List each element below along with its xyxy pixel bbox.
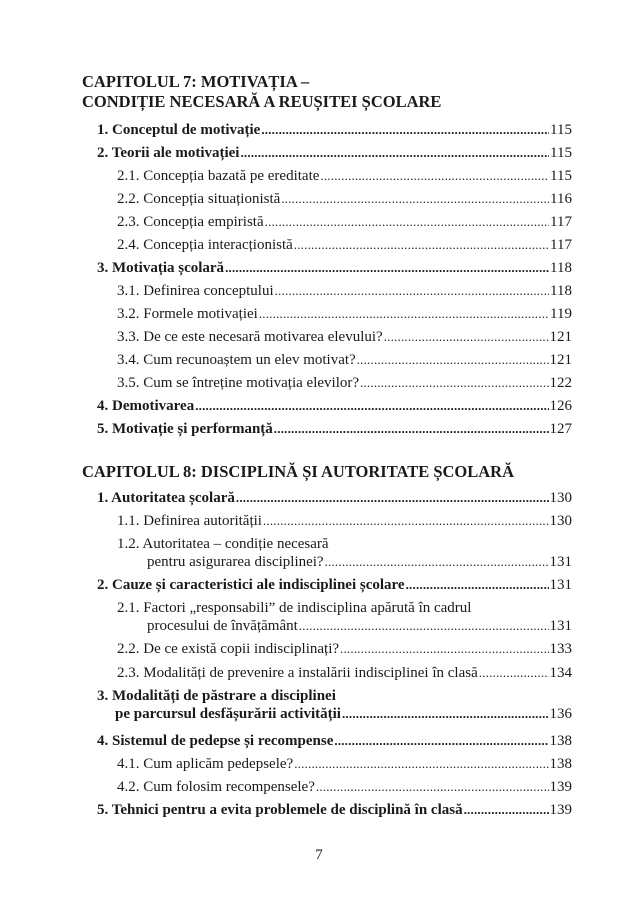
chapter-7-heading [82, 72, 572, 112]
toc-entry-label: 2.3. Modalități de prevenire a instalării indisciplinei în clasă [117, 665, 478, 681]
dot-leader [261, 119, 549, 140]
toc-entry-label: 2.4. Concepția interacționistă [117, 237, 293, 253]
toc-entry-page: 138 [549, 733, 572, 749]
dot-leader [479, 662, 549, 683]
toc-entry[interactable] [117, 599, 572, 635]
dot-leader [320, 165, 549, 186]
toc-entry-label: 5. Tehnici pentru a evita problemele de disciplină în clasă [97, 802, 463, 818]
toc-entry-page: 138 [549, 756, 572, 772]
toc-entry-page: 131 [549, 554, 572, 570]
toc-entry[interactable] [97, 730, 572, 752]
toc-entry-label: 1.2. Autoritatea – condiție necesară [117, 536, 329, 552]
toc-entry[interactable] [117, 638, 572, 660]
dot-leader [340, 638, 548, 659]
dot-leader [360, 372, 548, 393]
toc-entry[interactable] [97, 119, 572, 141]
toc-entry-label: 3.2. Formele motivației [117, 306, 258, 322]
dot-leader [342, 705, 549, 723]
toc-entry[interactable] [117, 753, 572, 775]
toc-entry-label: 4.2. Cum folosim recompensele? [117, 779, 315, 795]
toc-entry-label: 2. Cauze și caracteristici ale indisciplinei școlare [97, 577, 405, 593]
dot-leader [334, 730, 548, 751]
toc-entry[interactable] [97, 574, 572, 596]
dot-leader [195, 395, 548, 416]
chapter-7-title-line1: CAPITOLUL 7: MOTIVAȚIA – [82, 72, 310, 91]
dot-leader [275, 280, 549, 301]
toc-entry-page: 119 [550, 306, 572, 322]
toc-entry-label: 3.3. De ce este necesară motivarea elevului? [117, 329, 383, 345]
toc-entry-page: 136 [549, 706, 572, 722]
dot-leader [240, 142, 549, 163]
toc-entry-label: 2.1. Concepția bazată pe ereditate [117, 168, 320, 184]
toc-entry[interactable] [117, 165, 572, 187]
dot-leader [406, 574, 549, 595]
page-number: 7 [315, 847, 323, 863]
chapter-8-heading [82, 462, 572, 482]
toc-entry-page: 126 [549, 398, 572, 414]
chapter-8-title: CAPITOLUL 8: DISCIPLINĂ ȘI AUTORITATE ȘCOLARĂ [82, 462, 515, 481]
dot-leader [316, 776, 549, 797]
toc-entry[interactable] [97, 257, 572, 279]
toc-entry[interactable] [117, 234, 572, 256]
toc-entry[interactable] [117, 188, 572, 210]
toc-entry[interactable] [117, 211, 572, 233]
toc-entry-page: 118 [550, 260, 572, 276]
toc-entry-label: 2.3. Concepția empiristă [117, 214, 264, 230]
toc-entry-page: 131 [549, 577, 572, 593]
toc-entry-page: 121 [549, 329, 572, 345]
dot-leader [274, 418, 549, 439]
toc-entry-page: 133 [549, 641, 572, 657]
toc-entry-page: 121 [549, 352, 572, 368]
toc-entry[interactable] [117, 510, 572, 532]
toc-entry[interactable] [117, 662, 572, 684]
toc-entry[interactable] [97, 687, 572, 723]
toc-entry-label: 3.1. Definirea conceptului [117, 283, 274, 299]
toc-entry[interactable] [97, 142, 572, 164]
toc-entry-label: 1.1. Definirea autorității [117, 513, 262, 529]
toc-entry-label: 4.1. Cum aplicăm pedepsele? [117, 756, 294, 772]
toc-entry-page: 127 [549, 421, 572, 437]
toc-entry[interactable] [117, 776, 572, 798]
toc-entry[interactable] [97, 395, 572, 417]
toc-entry-label: 1. Conceptul de motivație [97, 122, 261, 138]
dot-leader [281, 188, 549, 209]
toc-entry-label: 4. Demotivarea [97, 398, 195, 414]
dot-leader [357, 349, 549, 370]
toc-entry-label: 5. Motivație și performanță [97, 421, 273, 437]
toc-entry-page: 130 [549, 490, 572, 506]
toc-entry[interactable] [117, 280, 572, 302]
toc-entry-page: 130 [549, 513, 572, 529]
dot-leader [263, 510, 549, 531]
toc-entry-page: 115 [550, 168, 572, 184]
toc-entry-page: 115 [550, 145, 572, 161]
dot-leader [265, 211, 549, 232]
toc-entry-page: 117 [550, 214, 572, 230]
toc-entry[interactable] [97, 799, 572, 821]
toc-entry[interactable] [97, 418, 572, 440]
toc-entry-label: 3. Motivația școlară [97, 260, 225, 276]
toc-entry[interactable] [117, 372, 572, 394]
toc-entry-label: 3. Modalități de păstrare a disciplinei [97, 688, 336, 704]
toc-entry-page: 139 [549, 802, 572, 818]
toc-entry-page: 122 [549, 375, 572, 391]
toc-entry-page: 115 [550, 122, 572, 138]
toc-entry[interactable] [117, 349, 572, 371]
dot-leader [236, 487, 549, 508]
toc-entry-label: 2. Teorii ale motivației [97, 145, 240, 161]
toc-entry-label-continuation: procesului de învățământ [147, 618, 298, 634]
toc-entry[interactable] [97, 487, 572, 509]
toc-entry-page: 134 [549, 665, 572, 681]
toc-entry-page: 131 [549, 618, 572, 634]
dot-leader [299, 617, 549, 635]
toc-entry-label-continuation: pe parcursul desfășurării activității [115, 706, 341, 722]
toc-entry-label: 2.1. Factori „responsabili” de indisciplina apărută în cadrul [117, 600, 472, 616]
toc-entry-page: 117 [550, 237, 572, 253]
dot-leader [325, 553, 549, 571]
dot-leader [225, 257, 549, 278]
toc-entry[interactable] [117, 326, 572, 348]
toc-entry-label-continuation: pentru asigurarea disciplinei? [147, 554, 324, 570]
toc-entry-label: 3.5. Cum se întreține motivația elevilor? [117, 375, 360, 391]
dot-leader [464, 799, 549, 820]
toc-entry-page: 118 [550, 283, 572, 299]
chapter-7-title-line2: CONDIȚIE NECESARĂ A REUȘITEI ȘCOLARE [82, 92, 442, 111]
toc-entry-label: 4. Sistemul de pedepse și recompense [97, 733, 334, 749]
toc-entry-page: 139 [549, 779, 572, 795]
toc-entry-label: 1. Autoritatea școlară [97, 490, 235, 506]
dot-leader [294, 234, 549, 255]
toc-entry-label: 2.2. De ce există copii indisciplinați? [117, 641, 340, 657]
dot-leader [294, 753, 548, 774]
toc-entry[interactable] [117, 303, 572, 325]
dot-leader [259, 303, 549, 324]
toc-entry-page: 116 [550, 191, 572, 207]
toc-entry-label: 3.4. Cum recunoaștem un elev motivat? [117, 352, 356, 368]
toc-entry[interactable] [117, 535, 572, 571]
toc-entry-label: 2.2. Concepția situaționistă [117, 191, 281, 207]
dot-leader [384, 326, 549, 347]
